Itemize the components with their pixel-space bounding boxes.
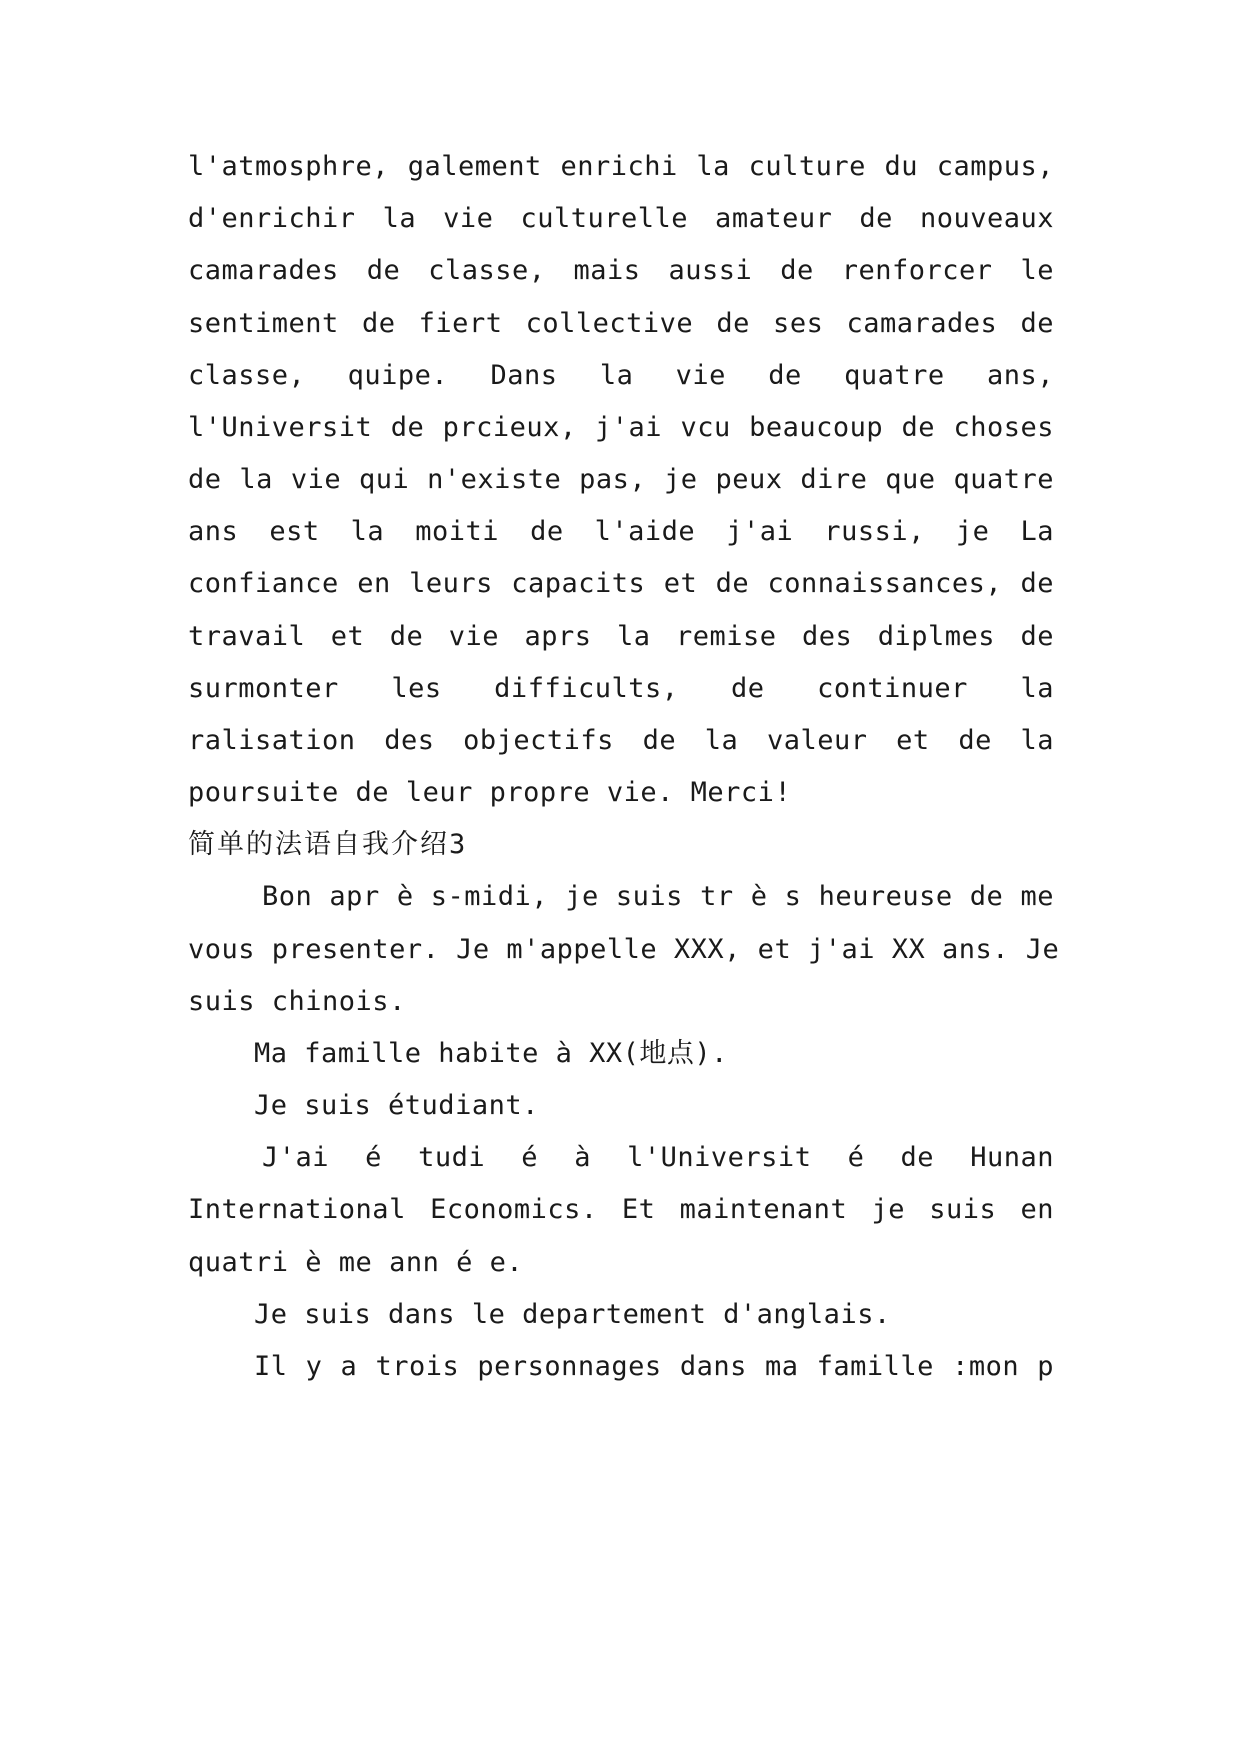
paragraph-line: vous presenter. Je m'appelle XXX, et j'ai XX ans. Je <box>188 934 1060 965</box>
paragraph-line: ralisation des objectifs de la valeur et de la <box>188 725 1054 756</box>
paragraph-line: classe, quipe. Dans la vie de quatre ans, <box>188 360 1054 391</box>
paragraph-line: confiance en leurs capacits et de connaissances, de <box>188 568 1054 599</box>
section-heading: 简单的法语自我介绍3 <box>188 829 468 860</box>
paragraph-line: ans est la moiti de l'aide j'ai russi, je La <box>188 516 1054 547</box>
paragraph-line: de la vie qui n'existe pas, je peux dire que quatre <box>188 464 1054 495</box>
paragraph-line: surmonter les difficults, de continuer la <box>188 673 1054 704</box>
paragraph-line: travail et de vie aprs la remise des diplmes de <box>188 621 1054 652</box>
paragraph-line: Bon apr è s-midi, je suis tr è s heureuse de me <box>262 881 1054 912</box>
paragraph-line: J'ai é tudi é à l'Universit é de Hunan <box>262 1142 1054 1173</box>
paragraph-line: d'enrichir la vie culturelle amateur de nouveaux <box>188 203 1054 234</box>
paragraph-line: International Economics. Et maintenant je suis en <box>188 1194 1054 1225</box>
paragraph-line: suis chinois. <box>188 986 406 1017</box>
paragraph-line: l'atmosphre, galement enrichi la culture du campus, <box>188 151 1054 182</box>
paragraph-line: sentiment de fiert collective de ses camarades de <box>188 308 1054 339</box>
paragraph-line: poursuite de leur propre vie. Merci! <box>188 777 792 808</box>
paragraph-line: Je suis dans le departement d'anglais. <box>254 1299 891 1330</box>
paragraph-line: quatri è me ann é e. <box>188 1247 524 1278</box>
paragraph-line: Ma famille habite à XX(地点). <box>254 1038 728 1069</box>
paragraph-line: camarades de classe, mais aussi de renforcer le <box>188 255 1054 286</box>
paragraph-line: Je suis étudiant. <box>254 1090 539 1121</box>
paragraph-line: l'Universit de prcieux, j'ai vcu beaucoup de choses <box>188 412 1054 443</box>
paragraph-line: Il y a trois personnages dans ma famille :mon p <box>254 1351 1054 1382</box>
